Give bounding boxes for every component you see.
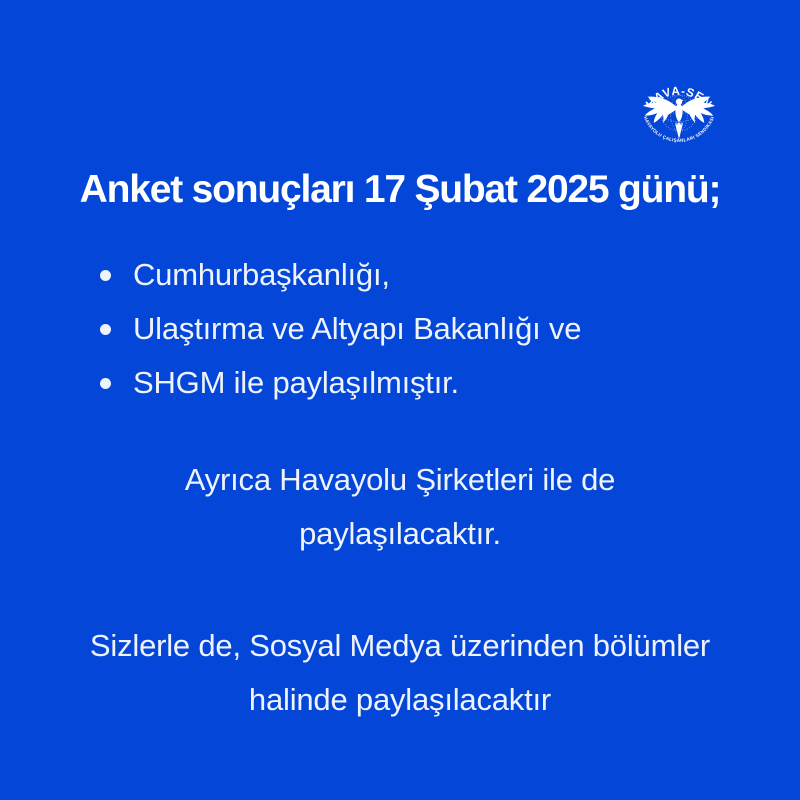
list-item [100,356,581,410]
bullet-dot-icon [100,378,111,389]
logo-year: 2019 [675,122,683,127]
eagle-emblem-icon [634,68,724,158]
post-heading: Anket sonuçları 17 Şubat 2025 günü; [79,168,721,211]
logo-top-arc-text: HAVA-SEN [643,84,715,111]
bullet-dot-icon [100,270,111,281]
list-item-label: Ulaştırma ve Altyapı Bakanlığı ve [133,311,582,346]
bullet-dot-icon [100,324,111,335]
list-item-label: SHGM ile paylaşılmıştır. [133,365,459,400]
list-item [100,302,581,356]
paragraph-airlines: Ayrıca Havayolu Şirketleri ile de paylaşılacaktır. [184,462,616,551]
list-item-label: Cumhurbaşkanlığı, [133,257,390,292]
recipients-list [100,248,581,410]
logo-bottom-arc-text: HAVAYOLU ÇALIŞANLARI SENDİKASI [642,115,716,143]
hava-sen-logo [634,68,724,158]
list-item [100,248,581,302]
paragraph-social-media: Sizlerle de, Sosyal Medya üzerinden bölümler halinde paylaşılacaktır [89,628,711,717]
